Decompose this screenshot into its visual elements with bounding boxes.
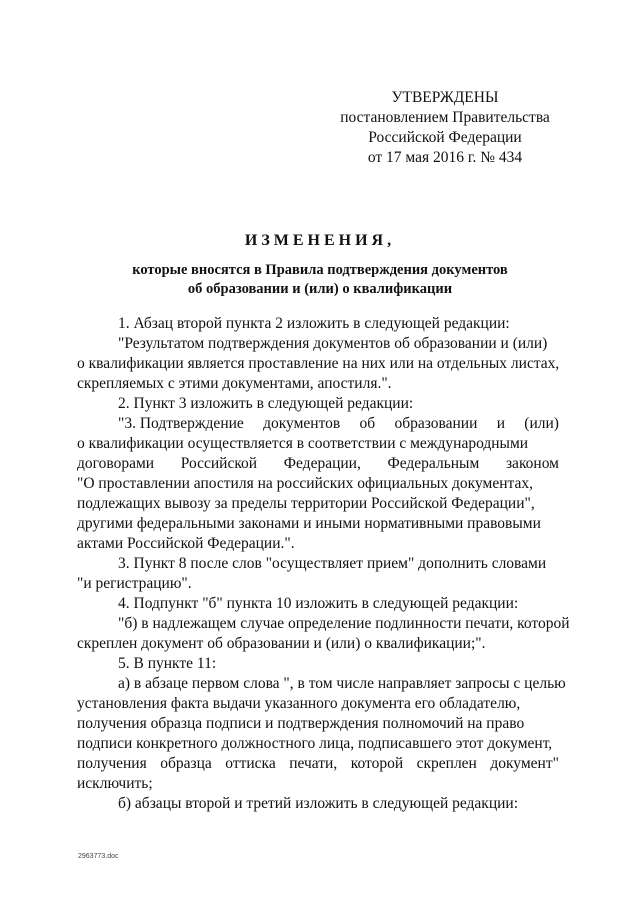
text-line: "и регистрацию".: [77, 575, 192, 592]
word: "3. Подтверждение: [118, 415, 244, 432]
text-line: подписи конкретного должностного лица, подписавшего этот документ,: [77, 735, 553, 752]
text-line: установления факта выдачи указанного документа его обладателю,: [77, 695, 521, 712]
word: образца: [160, 755, 212, 772]
text-line: исключить;: [77, 775, 153, 792]
word: и: [496, 415, 505, 432]
text-line: о квалификации является проставление на них или на отдельных листах,: [77, 355, 560, 372]
word: образовании: [394, 415, 478, 432]
text-line: актами Российской Федерации.".: [77, 535, 295, 552]
text-line: 2. Пункт 3 изложить в следующей редакции:: [118, 395, 414, 412]
text-line: скрепляемых с этими документами, апостиля.".: [77, 375, 392, 392]
word: которой: [350, 755, 404, 772]
document-body: [77, 314, 570, 814]
text-line-justified: [77, 454, 559, 474]
document-title: ИЗМЕНЕНИЯ,: [244, 232, 396, 249]
word: (или): [524, 415, 559, 432]
word: Федеральным: [387, 455, 480, 472]
text-line: "б) в надлежащем случае определение подлинности печати, которой: [118, 615, 570, 632]
text-line: "О проставлении апостиля на российских официальных документах,: [77, 475, 533, 492]
text-line-content: "Результатом подтверждения документов об образовании и (или): [118, 335, 548, 352]
subtitle-line-2: об образовании и (или) о квалификации: [187, 281, 453, 297]
document-subtitle: [0, 261, 640, 299]
word: об: [359, 415, 376, 432]
approval-stamp: [330, 88, 560, 168]
approval-government: Российской Федерации: [368, 129, 522, 146]
text-line: другими федеральными законами и иными нормативными правовыми: [77, 515, 541, 532]
word: договорами: [77, 455, 155, 472]
text-line: а) в абзаце первом слова ", в том числе направляет запросы с целью: [118, 675, 566, 692]
text-line: о квалификации осуществляется в соответствии с международными: [77, 435, 529, 452]
word: Федерации,: [283, 455, 361, 472]
word: скреплен: [416, 755, 477, 772]
text-line: скреплен документ об образовании и (или) о квалификации;".: [77, 635, 486, 652]
word: документ": [490, 755, 559, 772]
word: получения: [77, 755, 147, 772]
text-line: [77, 334, 559, 354]
text-line: 5. В пункте 11:: [118, 655, 217, 672]
subtitle-line-1: которые вносятся в Правила подтверждения документов: [132, 262, 508, 278]
word: документов: [263, 415, 341, 432]
text-line: подлежащих вывозу за пределы территории Российской Федерации",: [77, 495, 535, 512]
approval-by-resolution: постановлением Правительства: [340, 109, 550, 126]
text-line: б) абзацы второй и третий изложить в следующей редакции:: [118, 795, 519, 812]
word: Российской: [180, 455, 258, 472]
text-line: 3. Пункт 8 после слов "осуществляет прием" дополнить словами: [118, 555, 547, 572]
word: законом: [505, 455, 559, 472]
text-line: 1. Абзац второй пункта 2 изложить в следующей редакции:: [118, 315, 510, 332]
file-reference: 2963773.doc: [78, 853, 119, 860]
text-line-justified: [77, 414, 559, 434]
approval-heading: УТВЕРЖДЕНЫ: [391, 89, 499, 106]
text-line: 4. Подпункт "б" пункта 10 изложить в следующей редакции:: [118, 595, 519, 612]
text-line: получения образца подписи и подтверждения полномочий на право: [77, 715, 525, 732]
approval-date-number: от 17 мая 2016 г. № 434: [367, 149, 523, 166]
word: печати,: [289, 755, 338, 772]
word: оттиска: [225, 755, 276, 772]
text-line-justified: [77, 754, 559, 774]
